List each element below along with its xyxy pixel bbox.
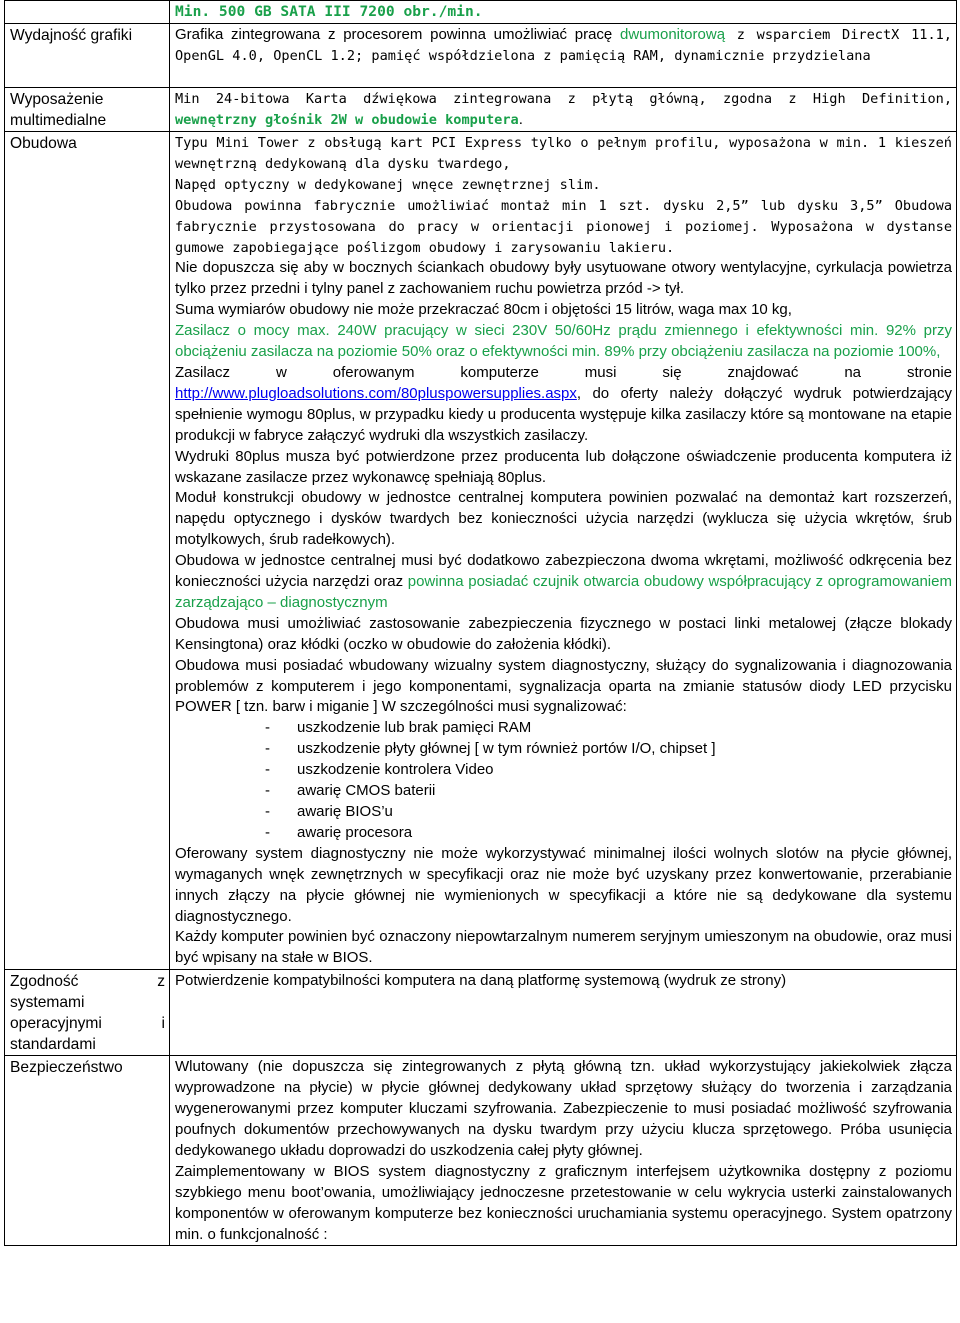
security-label: Bezpieczeństwo	[5, 1056, 170, 1246]
case-paragraph: Oferowany system diagnostyczny nie może wykorzystywać minimalnej ilości wolnych slotów na płycie głównej, wymaganych wnęk zewnętrznych w specyfikacji oraz nie może być uzyskany przez konwertowanie, przerabianie innych złączy na płycie głównej nie wymienionych w specyfikacji a które nie są dedykowane dla systemu diagnostycznego.	[175, 844, 952, 925]
case-label: Obudowa	[5, 132, 170, 970]
security-row	[5, 1056, 957, 1246]
list-item: - awarię procesora	[265, 823, 952, 844]
graphics-value: Grafika zintegrowana z procesorem powinna umożliwiać pracę dwumonitorową z wsparciem DirectX 11.1, OpenGL 4.0, OpenCL 1.2; pamięć współdzielona z pamięcią RAM, dynamicznie przydzielana	[170, 24, 957, 88]
case-paragraph: Suma wymiarów obudowy nie może przekraczać 80cm i objętości 15 litrów, waga max 10 kg,	[175, 301, 792, 319]
graphics-row	[5, 24, 957, 88]
case-paragraph: Obudowa w jednostce centralnej musi być dodatkowo zabezpieczona dwoma wkrętami, możliwość odkręcenia bez konieczności użycia narzędzi oraz powinna posiadać czujnik otwarcia obudowy współpracujący z oprogramowaniem zarządzająco – diagnostycznym	[175, 552, 952, 611]
power-supply-paragraph: Zasilacz o mocy max. 240W pracujący w sieci 230V 50/60Hz prądu zmiennego i efektywności min. 92% przy obciążeniu zasilacza na poziomie 50% oraz o efektywności min. 89% przy obciążeniu zasilacza na poziomie 100%,	[175, 322, 952, 361]
list-item: - awarię BIOS’u	[265, 802, 952, 823]
list-item: - uszkodzenie płyty głównej [ w tym również portów I/O, chipset ]	[265, 739, 952, 760]
compat-label: Zgodność z systemami operacyjnymi i standardami	[5, 970, 170, 1056]
case-paragraph: Typu Mini Tower z obsługą kart PCI Express tylko o pełnym profilu, wyposażona w min. 1 kieszeń wewnętrzną dedykowaną dla dysku twardego,	[175, 135, 952, 172]
security-value	[170, 1056, 957, 1246]
case-paragraph: Obudowa musi umożliwiać zastosowanie zabezpieczenia fizycznego w postaci linki metalowej (złącze blokady Kensingtona) oraz kłódki (oczko w obudowie do założenia kłódki).	[175, 614, 952, 653]
case-row	[5, 132, 957, 970]
list-item: - uszkodzenie kontrolera Video	[265, 760, 952, 781]
case-paragraph: Moduł konstrukcji obudowy w jednostce centralnej komputera powinien pozwalać na demontaż kart rozszerzeń, napędu optycznego i dysków twardych bez konieczności użycia narzędzi (wyklucza się użycia wkrętów, śrub motylkowych, śrub radełkowych).	[175, 489, 952, 549]
case-paragraph: Wydruki 80plus musza być potwierdzone przez producenta lub dołączone oświadczenie producenta komputera iż wskazane zasilacze przez wykonawcę spełniają 80plus.	[175, 447, 952, 486]
dual-monitor-text: dwumonitorową	[619, 26, 726, 43]
speaker-text: wewnętrzny głośnik 2W w obudowie komputera	[175, 111, 519, 128]
graphics-label: Wydajność grafiki	[5, 24, 170, 88]
list-item: - awarię CMOS baterii	[265, 781, 952, 802]
case-paragraph: Napęd optyczny w dedykowanej wnęce zewnętrznej slim.	[175, 176, 601, 193]
multimedia-label: Wyposażenie multimedialne	[5, 88, 170, 132]
compat-row	[5, 970, 957, 1056]
case-paragraph: Obudowa powinna fabrycznie umożliwiać montaż min 1 szt. dysku 2,5” lub dysku 3,5” Obudowa fabrycznie przystosowana do pracy w orientacji pionowej i poziomej. Wyposażona w dystanse gumowe zapobiegające poślizgom obudowy i zarysowaniu lakieru.	[175, 197, 952, 256]
diagnostic-error-list	[175, 718, 952, 843]
intrusion-sensor-text: powinna posiadać czujnik otwarcia obudowy współpracujący z oprogramowaniem zarządzająco – diagnostycznym	[175, 573, 952, 611]
case-paragraph: Zasilacz w oferowanym komputerze musi się znajdować na stronie http://www.plugloadsolutions.com/80pluspowersupplies.aspx, do oferty należy dołączyć wydruk potwierdzający spełnienie wymogu 80plus, w przypadku kiedy u producenta występuje kilka zasilaczy które są montowane na etapie produkcji w fabryce załączyć wydruki dla wszystkich zasilaczy.	[175, 363, 952, 444]
specification-table	[4, 0, 957, 1246]
disk-label	[5, 1, 170, 24]
list-item: - uszkodzenie lub brak pamięci RAM	[265, 718, 952, 739]
security-paragraph: Zaimplementowany w BIOS system diagnostyczny z graficznym interfejsem użytkownika dostępny z poziomu szybkiego menu boot’owania, umożliwiający jednoczesne przetestowanie w celu wykrycia usterki zainstalowanych komponentów w oferowanym komputerze bez konieczności uruchamiania systemu operacyjnego. System opatrzony min. o funkcjonalność :	[175, 1162, 952, 1243]
multimedia-value: Min 24-bitowa Karta dźwiękowa zintegrowana z płytą główną, zgodna z High Definition, wewnętrzny głośnik 2W w obudowie komputera.	[170, 88, 957, 132]
multimedia-row	[5, 88, 957, 132]
case-paragraph: Nie dopuszcza się aby w bocznych ściankach obudowy były usytuowane otwory wentylacyjne, cyrkulacja powietrza tylko przez przedni i tylny panel z zachowaniem ruchu powietrza przód -> tył.	[175, 259, 952, 298]
disk-row	[5, 1, 957, 24]
security-paragraph: Wlutowany (nie dopuszcza się zintegrowanych z płytą główną tzn. układ wykorzystujący jakiekolwiek złącza wyprowadzone na płycie) w płycie głównej dedykowany układ sprzętowy służący do tworzenia i zarządzania wygenerowanymi przez komputer kluczami szyfrowania. Zabezpieczenie to musi posiadać możliwość szyfrowania poufnych dokumentów przechowywanych na dysku twardym przy użyciu klucza sprzętowego. Próba usunięcia dedykowanego układu doprowadzi do uszkodzenia całej płyty głównej.	[175, 1058, 952, 1159]
case-paragraph: Obudowa musi posiadać wbudowany wizualny system diagnostyczny, służący do sygnalizowania i diagnozowania problemów z komputerem i jego komponentami, sygnalizacja oparta na zmianie statusów diody LED przycisku POWER [ tzn. barw i miganie ] W szczególności musi sygnalizować:	[175, 656, 952, 716]
disk-value: Min. 500 GB SATA III 7200 obr./min.	[170, 1, 957, 24]
compat-value: Potwierdzenie kompatybilności komputera na daną platformę systemową (wydruk ze strony)	[170, 970, 957, 1056]
plugload-link[interactable]: http://www.plugloadsolutions.com/80pluspowersupplies.aspx	[175, 384, 577, 402]
case-value	[170, 132, 957, 970]
case-paragraph: Każdy komputer powinien być oznaczony niepowtarzalnym numerem seryjnym umieszonym na obudowie, oraz musi być wpisany na stałe w BIOS.	[175, 928, 952, 967]
